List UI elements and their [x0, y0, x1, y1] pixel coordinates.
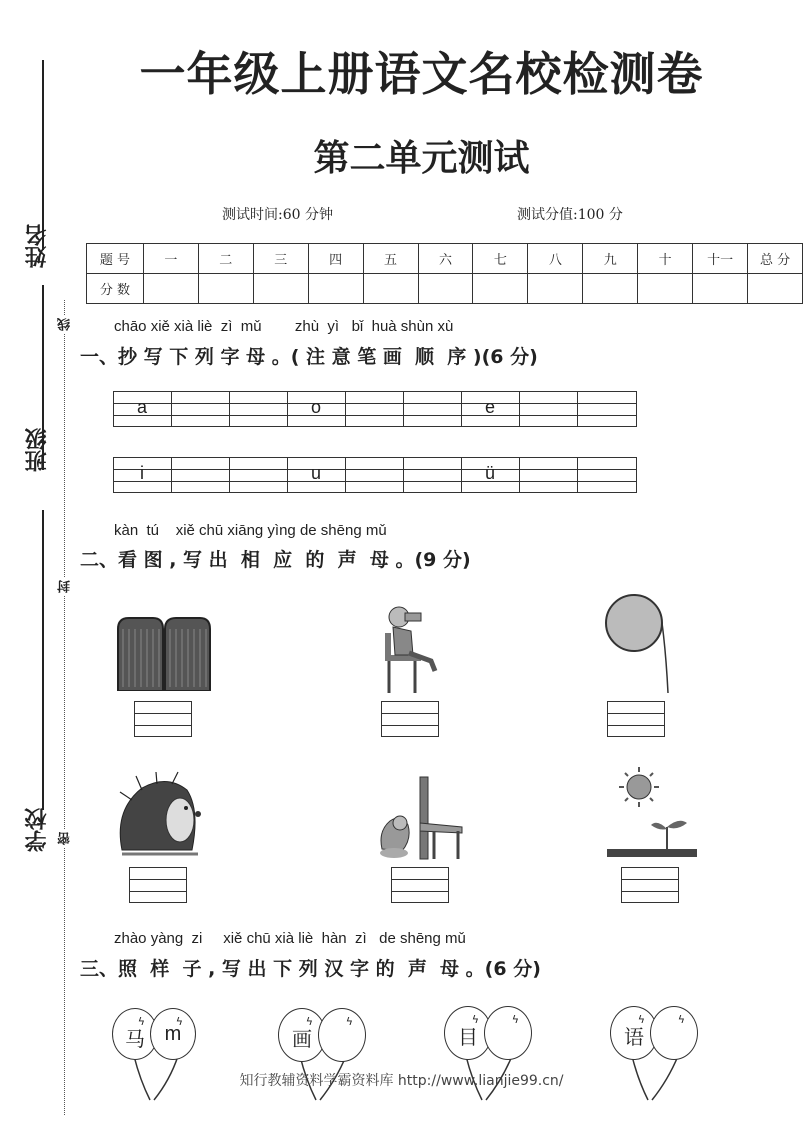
- balloon-answer[interactable]: [484, 1006, 532, 1060]
- score-cell-total[interactable]: [748, 274, 803, 304]
- balloon-character-text: 语: [624, 1025, 644, 1049]
- balloon-highlight-icon: ϟ: [175, 1015, 183, 1028]
- row-label-score: 分 数: [87, 274, 144, 304]
- score-cell[interactable]: [253, 274, 308, 304]
- boy-on-chair-picture: [375, 603, 445, 695]
- page-title: 一年级上册语文名校检测卷: [139, 47, 704, 101]
- balloon-answer[interactable]: [318, 1008, 366, 1062]
- col-header: 三: [253, 244, 308, 274]
- balloon-highlight-icon: ϟ: [345, 1015, 353, 1028]
- test-time: 测试时间:60 分钟: [222, 207, 333, 223]
- balloon-highlight-icon: ϟ: [511, 1013, 519, 1026]
- answer-box[interactable]: [134, 701, 192, 737]
- footer-watermark: 知行教辅资料学霸资料库 http://www.lianjie99.cn/: [239, 1073, 564, 1089]
- seal-text-mi: 密: [58, 832, 73, 845]
- class-label: 班级: [25, 428, 50, 472]
- balloon-answer-text: m: [164, 1023, 182, 1045]
- q1-letter: u: [310, 463, 321, 483]
- col-header-total: 总 分: [748, 244, 803, 274]
- q2-heading: 二、看 图 , 写 出 相 应 的 声 母 。(9 分): [80, 549, 471, 571]
- col-header: 十: [638, 244, 693, 274]
- seal-text-feng: 封: [58, 580, 73, 593]
- q1-letter: o: [310, 397, 321, 417]
- balloon-character-text: 画: [292, 1027, 312, 1051]
- score-cell[interactable]: [693, 274, 748, 304]
- q1-pinyin: chāo xiě xià liè zì mǔ zhù yì bǐ huà shùn xù: [114, 318, 454, 335]
- page-subtitle: 第二单元测试: [313, 138, 530, 179]
- name-label: 姓名: [25, 224, 50, 268]
- balloon-character-text: 马: [125, 1027, 145, 1051]
- q1-letter: e: [484, 397, 495, 417]
- col-header: 十一: [693, 244, 748, 274]
- balloon-highlight-icon: ϟ: [471, 1013, 479, 1026]
- col-header: 五: [363, 244, 418, 274]
- score-cell[interactable]: [363, 274, 418, 304]
- q3-pinyin: zhào yàng zi xiě chū xià liè hàn zì de shēng mǔ: [114, 930, 466, 947]
- score-cell[interactable]: [638, 274, 693, 304]
- school-line: [42, 510, 44, 810]
- score-cell[interactable]: [308, 274, 363, 304]
- col-header: 七: [473, 244, 528, 274]
- q1-letter: a: [136, 397, 147, 417]
- balloon-highlight-icon: ϟ: [677, 1013, 685, 1026]
- balloon-character-text: 目: [458, 1025, 478, 1049]
- q1-grid-row2[interactable]: [113, 457, 637, 493]
- answer-box[interactable]: [129, 867, 187, 903]
- col-header: 二: [198, 244, 253, 274]
- balloon-highlight-icon: ϟ: [137, 1015, 145, 1028]
- score-cell[interactable]: [528, 274, 583, 304]
- answer-box[interactable]: [391, 867, 449, 903]
- col-header: 八: [528, 244, 583, 274]
- balloon-highlight-icon: ϟ: [305, 1015, 313, 1028]
- score-cell[interactable]: [473, 274, 528, 304]
- chair-and-squirrel-picture: [374, 773, 466, 861]
- seal-text-line: 线: [58, 318, 73, 331]
- score-cell[interactable]: [143, 274, 198, 304]
- q1-grid-row1[interactable]: [113, 391, 637, 427]
- balloon-highlight-icon: ϟ: [637, 1013, 645, 1026]
- q1-letter: ü: [484, 463, 495, 483]
- balloon-answer[interactable]: [150, 1008, 196, 1060]
- shutter-door-picture: [115, 615, 213, 691]
- balloon-picture: [602, 593, 672, 695]
- q1-letter: i: [140, 463, 144, 483]
- hedgehog-picture: [112, 770, 204, 860]
- binding-dotted-line: [64, 300, 65, 1115]
- score-cell[interactable]: [418, 274, 473, 304]
- q2-pinyin: kàn tú xiě chū xiāng yìng de shēng mǔ: [114, 522, 387, 539]
- school-label: 学校: [25, 808, 50, 852]
- test-score: 测试分值:100 分: [517, 207, 623, 223]
- q1-heading: 一、抄 写 下 列 字 母 。( 注 意 笔 画 顺 序 )(6 分): [80, 346, 538, 368]
- answer-box[interactable]: [621, 867, 679, 903]
- balloon-answer[interactable]: [650, 1006, 698, 1060]
- q3-heading: 三、照 样 子 , 写 出 下 列 汉 字 的 声 母 。(6 分): [80, 958, 541, 980]
- score-table: [86, 243, 803, 304]
- col-header: 一: [143, 244, 198, 274]
- score-cell[interactable]: [583, 274, 638, 304]
- col-header: 四: [308, 244, 363, 274]
- row-label-number: 题 号: [87, 244, 144, 274]
- sun-and-sprout-picture: [607, 765, 697, 860]
- col-header: 六: [418, 244, 473, 274]
- col-header: 九: [583, 244, 638, 274]
- answer-box[interactable]: [381, 701, 439, 737]
- score-cell[interactable]: [198, 274, 253, 304]
- answer-box[interactable]: [607, 701, 665, 737]
